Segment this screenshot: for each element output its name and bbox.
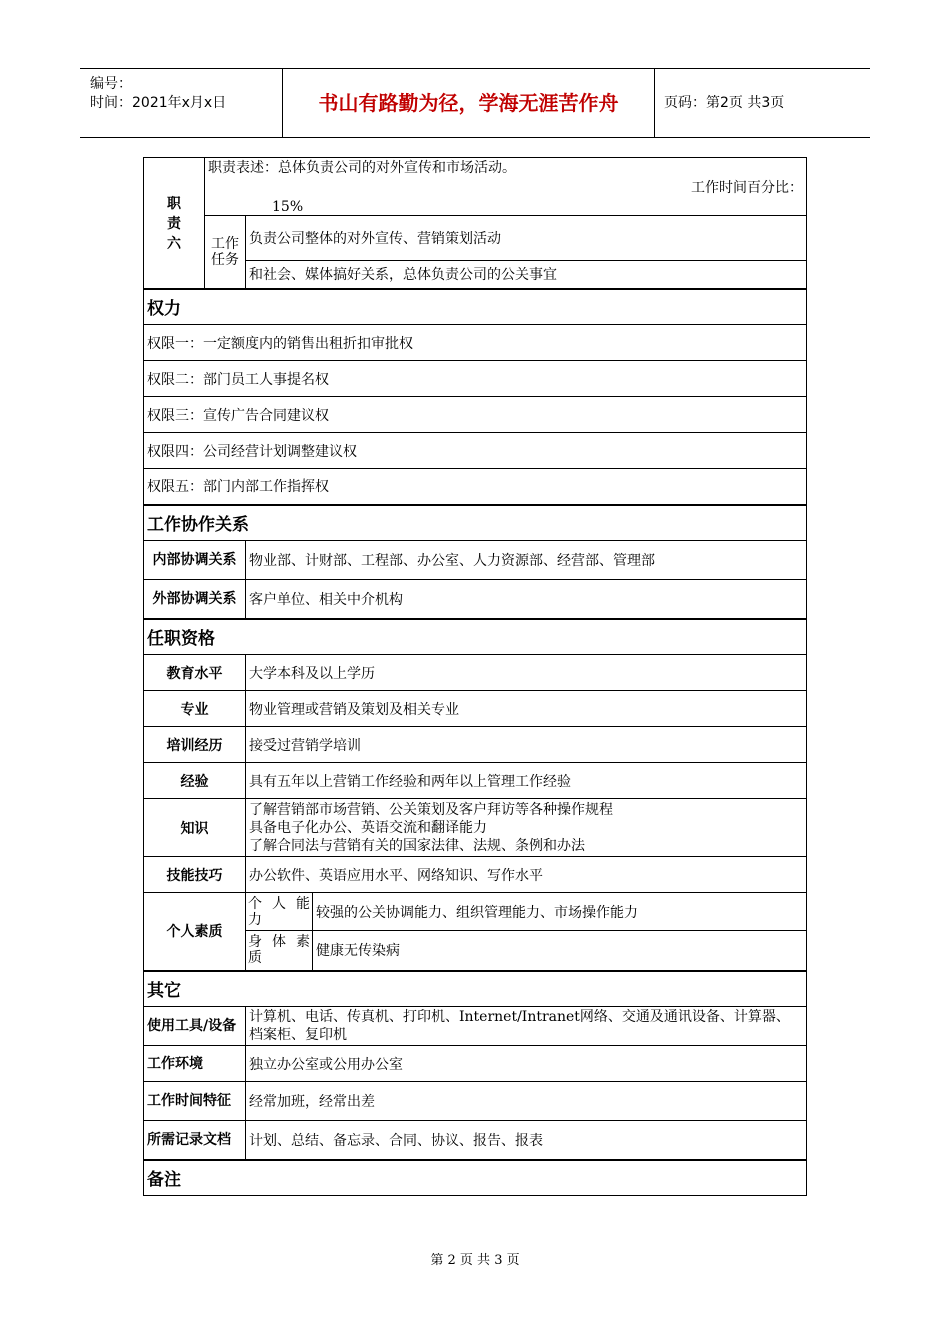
external-relations-value: 客户单位、相关中介机构 (246, 580, 807, 619)
documents-value: 计划、总结、备忘录、合同、协议、报告、报表 (246, 1121, 807, 1160)
training-label: 培训经历 (144, 727, 246, 763)
skills-value: 办公软件、英语应用水平、网络知识、写作水平 (246, 857, 807, 893)
knowledge-line: 具备电子化办公、英语交流和翻译能力 (249, 819, 487, 836)
document-time-label: 时间：2021年x月x日 (90, 95, 227, 111)
documents-label: 所需记录文档 (144, 1121, 246, 1160)
tools-label: 使用工具/设备 (144, 1007, 246, 1046)
section-title-qualification: 任职资格 (144, 619, 807, 655)
time-percentage-label: 工作时间百分比： (691, 180, 803, 196)
environment-label: 工作环境 (144, 1046, 246, 1082)
skills-label: 技能技巧 (144, 857, 246, 893)
time-percentage-value: 15% (272, 199, 304, 215)
page-header (80, 68, 870, 138)
power-item: 权限四：公司经营计划调整建议权 (144, 433, 807, 469)
knowledge-line: 了解营销部市场营销、公关策划及客户拜访等各种操作规程 (249, 801, 613, 818)
knowledge-line: 了解合同法与营销有关的国家法律、法规、条例和办法 (249, 837, 585, 854)
training-value: 接受过营销学培训 (246, 727, 807, 763)
external-relations-label: 外部协调关系 (144, 580, 246, 619)
power-item: 权限三：宣传广告合同建议权 (144, 397, 807, 433)
task-item: 负责公司整体的对外宣传、营销策划活动 (246, 216, 807, 261)
ability-label: 个 人 能 力 (246, 893, 313, 931)
section-title-other: 其它 (144, 971, 807, 1007)
tools-value: 计算机、电话、传真机、打印机、Internet/Intranet网络、交通及通讯设备、计算器、档案柜、复印机 (246, 1007, 807, 1046)
health-label: 身 体 素 质 (246, 931, 313, 971)
section-title-relations: 工作协作关系 (144, 505, 807, 541)
power-item: 权限二：部门员工人事提名权 (144, 361, 807, 397)
worktime-label: 工作时间特征 (144, 1082, 246, 1121)
page-footer: 第 2 页 共 3 页 (430, 1253, 520, 1268)
major-label: 专业 (144, 691, 246, 727)
experience-label: 经验 (144, 763, 246, 799)
duty-description: 职责表述：总体负责公司的对外宣传和市场活动。 (208, 160, 516, 176)
header-page-info: 页码：第2页 共3页 (664, 95, 785, 111)
ability-value: 较强的公关协调能力、组织管理能力、市场操作能力 (313, 893, 807, 931)
task-item: 和社会、媒体搞好关系，总体负责公司的公关事宜 (246, 261, 807, 289)
power-item: 权限五：部门内部工作指挥权 (144, 469, 807, 505)
education-label: 教育水平 (144, 655, 246, 691)
duty-label: 职责六 (144, 158, 205, 289)
power-item: 权限一：一定额度内的销售出租折扣审批权 (144, 325, 807, 361)
document-number-label: 编号： (90, 76, 132, 92)
header-motto: 书山有路勤为径，学海无涯苦作舟 (282, 69, 655, 137)
major-value: 物业管理或营销及策划及相关专业 (246, 691, 807, 727)
duty-description-cell (205, 158, 807, 216)
section-title-remarks: 备注 (144, 1160, 807, 1196)
environment-value: 独立办公室或公用办公室 (246, 1046, 807, 1082)
education-value: 大学本科及以上学历 (246, 655, 807, 691)
internal-relations-value: 物业部、计财部、工程部、办公室、人力资源部、经营部、管理部 (246, 541, 807, 580)
section-title-power: 权力 (144, 289, 807, 325)
job-description-table (143, 157, 807, 1196)
experience-value: 具有五年以上营销工作经验和两年以上管理工作经验 (246, 763, 807, 799)
knowledge-label: 知识 (144, 799, 246, 857)
knowledge-value (246, 799, 807, 857)
task-label: 工作任务 (205, 216, 246, 289)
internal-relations-label: 内部协调关系 (144, 541, 246, 580)
health-value: 健康无传染病 (313, 931, 807, 971)
personal-quality-label: 个人素质 (144, 893, 246, 971)
worktime-value: 经常加班，经常出差 (246, 1082, 807, 1121)
header-meta (90, 75, 226, 113)
